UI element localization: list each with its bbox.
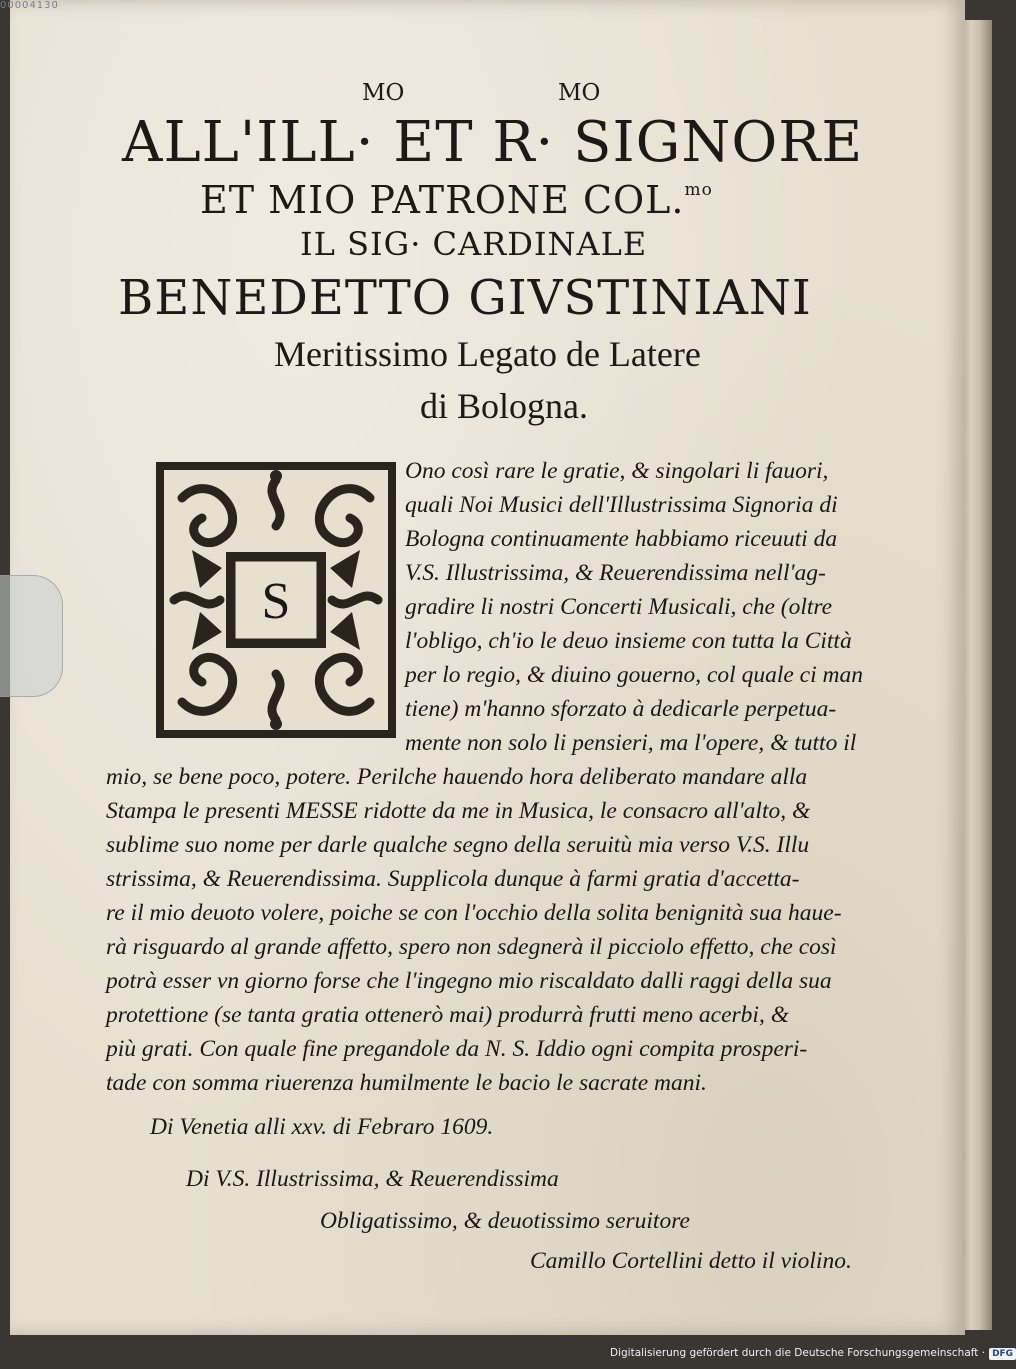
title-line-3: IL SIG· CARDINALE [300, 225, 648, 263]
body-line: Bologna continuamente habbiamo riceuuti da [405, 526, 838, 552]
title-line-2-text: ET MIO PATRONE COL. [200, 178, 685, 222]
book-page [10, 0, 965, 1335]
body-line: Stampa le presenti MESSE ridotte da me in Musica, le consacro all'alto, & [106, 798, 811, 824]
body-line: gradire li nostri Concerti Musicali, che (oltre [405, 594, 833, 620]
initial-letter: S [261, 573, 291, 630]
body-line: mente non solo li pensieri, ma l'opere, & tutto il [405, 730, 857, 756]
funding-footer [610, 1347, 1016, 1360]
title-line-6: di Bologna. [420, 386, 588, 426]
closing-date: Di Venetia alli xxv. di Febraro 1609. [150, 1114, 494, 1140]
body-line: potrà esser vn giorno forse che l'ingegno mio riscaldato dalli raggi della sua [106, 968, 832, 994]
body-line: strissima, & Reuerendissima. Supplicola dunque à farmi gratia d'accetta- [106, 866, 800, 892]
closing-signature: Camillo Cortellini detto il violino. [530, 1248, 852, 1274]
body-line: l'obligo, ch'io le deuo insieme con tutta la Città [405, 628, 852, 654]
body-line: V.S. Illustrissima, & Reuerendissima nell'ag- [405, 560, 826, 586]
title-line-1: ALL'ILL· ET R· SIGNORE [122, 110, 864, 175]
title-line-5: Meritissimo Legato de Latere [274, 334, 701, 374]
body-line: quali Noi Musici dell'Illustrissima Signoria di [405, 492, 838, 518]
body-line: per lo regio, & diuino gouerno, col quale ci man [405, 662, 863, 688]
funding-text: Digitalisierung gefördert durch die Deutsche Forschungsgemeinschaft · [610, 1347, 986, 1359]
body-line: sublime suo nome per darle qualche segno della seruitù mia verso V.S. Illu [106, 832, 810, 858]
title-mo-left: MO [362, 80, 405, 106]
body-line: rà risguardo al grande affetto, spero non sdegnerà il picciolo effetto, che così [106, 934, 837, 960]
dfg-logo-badge: DFG [989, 1348, 1016, 1360]
body-line: Ono così rare le gratie, & singolari li fauori, [405, 458, 829, 484]
title-line-4: BENEDETTO GIVSTINIANI [118, 270, 812, 326]
book-page-edges [962, 20, 992, 1330]
closing-address: Di V.S. Illustrissima, & Reuerendissima [186, 1166, 559, 1192]
body-line: più grati. Con quale fine pregandole da N. S. Iddio ogni compita prosperi- [106, 1036, 808, 1062]
title-line-2-superscript: mo [684, 180, 713, 200]
closing-servant: Obligatissimo, & deuotissimo seruitore [320, 1208, 690, 1234]
body-line: tiene) m'hanno sforzato à dedicarle perpetua- [405, 696, 837, 722]
scan-number: 00004130 [0, 0, 59, 11]
body-line: mio, se bene poco, potere. Perilche hauendo hora deliberato mandare alla [106, 764, 808, 790]
title-mo-right: MO [558, 80, 601, 106]
page-clip-tab [0, 575, 63, 697]
title-line-2 [200, 178, 713, 222]
body-line: re il mio deuoto volere, poiche se con l'occhio della solita benignità sua haue- [106, 900, 842, 926]
body-line: protettione (se tanta gratia ottenerò mai) produrrà frutti meno acerbi, & [106, 1002, 789, 1028]
body-line: tade con somma riuerenza humilmente le bacio le sacrate mani. [106, 1070, 707, 1096]
decorated-initial [152, 458, 400, 742]
